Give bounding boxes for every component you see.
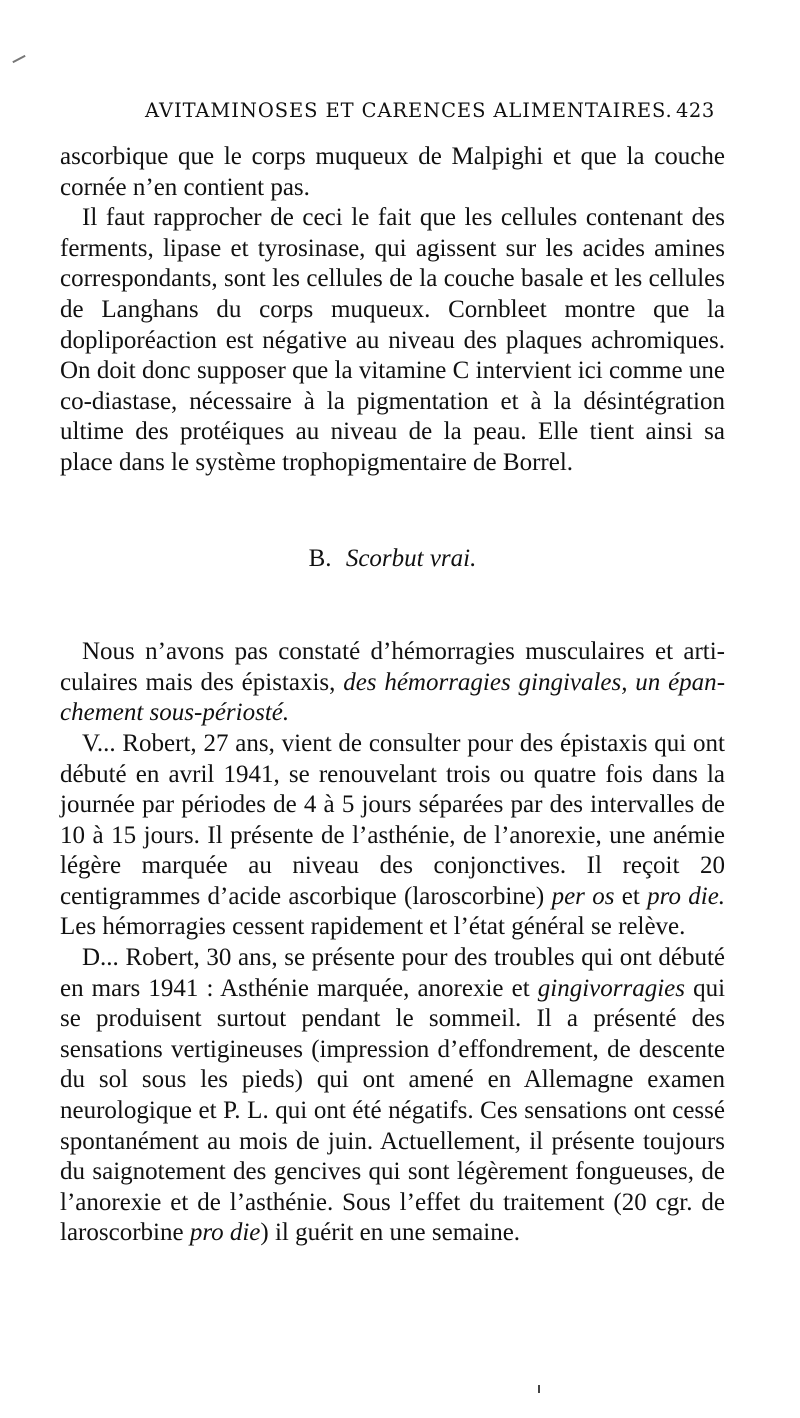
paragraph-ferments: Il faut rapprocher de ceci le fait que les cellules contenant des ferments, lipase et tyrosinase, qui agissent sur les acides amines correspondants, sont les cellules de la couche basale et les cellules de Langhans du corps muqueux. Cornbleet montre que la dopliporéaction est négative au niveau des plaques achromiques. On doit donc supposer que la vitamine C intervient ici comme une co-diastase, nécessaire à la pigmentation et à la désintégration ultime des protéiques au niveau de la peau. Elle tient ainsi sa place dans le système trophopigmentaire de Borrel.	[60, 204, 725, 476]
case1-italic-per-os: per os	[551, 882, 615, 910]
observations-text: Nous n’avons pas constaté d’hémorragies musculaires et articulaires mais des épistaxis,	[60, 638, 725, 696]
case2-text-c: ) il guérit en une semaine.	[260, 1219, 521, 1247]
case1-text-c: Les hémorragies cessent rapidement et l’état général se relève.	[60, 913, 686, 941]
margin-mark	[12, 55, 25, 63]
case2-italic-pro-die: pro die	[189, 1219, 261, 1247]
case1-italic-pro-die: pro die.	[647, 882, 726, 910]
case-report-d-robert	[60, 943, 725, 1249]
observations-italic: des hémorragies gingivales, un épanchement sous-périosté.	[60, 668, 726, 727]
paragraph-continuation: ascorbique que le corps muqueux de Malpighi et que la couche cornée n’en contient pas.	[60, 143, 725, 201]
body-text	[60, 142, 725, 1249]
section-title: Scorbut vrai.	[345, 544, 477, 572]
case2-italic-gingivorragies: gingivorragies	[537, 974, 685, 1002]
case-report-v-robert	[60, 729, 725, 943]
running-title: AVITAMINOSES ET CARENCES ALIMENTAIRES.	[145, 99, 673, 122]
section-heading	[60, 544, 725, 575]
case1-text-a: V... Robert, 27 ans, vient de consulter pour des épistaxis qui ont débuté en avril 1941, se renouvelant trois ou quatre fois dans la journée par périodes de 4 à 5 jours séparées par des intervalles de 10 à 15 jours. Il présente de l’asthénie, de l’anorexie, une anémie légère marquée au niveau des conjonctives. Il reçoit 20 centigrammes d’acide ascorbique (laroscorbine)	[60, 729, 725, 910]
case2-text-b: qui se produisent surtout pendant le sommeil. Il a présenté des sensations vertigineuses (impression d’effondrement, de descente du sol sous les pieds) qui ont amené en Allemagne examen neurologique et P. L. qui ont été négatifs. Ces sensations ont cessé spontanément au mois de juin. Actuellement, il présente toujours du saignotement des gencives qui sont légèrement fongueuses, de l’anorexie et de l’asthénie. Sous l’effet du traitement (20 cgr. de laroscorbine	[60, 974, 726, 1247]
running-header	[0, 99, 800, 129]
print-speck	[538, 1385, 540, 1393]
case2-text-a: D... Robert, 30 ans, se présente pour des troubles qui ont débuté en mars 1941 : Asthénie marquée, anorexie et	[60, 944, 725, 1002]
page-number: 423	[676, 99, 715, 122]
case1-text-b: et	[621, 882, 640, 910]
section-number: B.	[308, 544, 332, 572]
paragraph-observations	[60, 637, 725, 729]
